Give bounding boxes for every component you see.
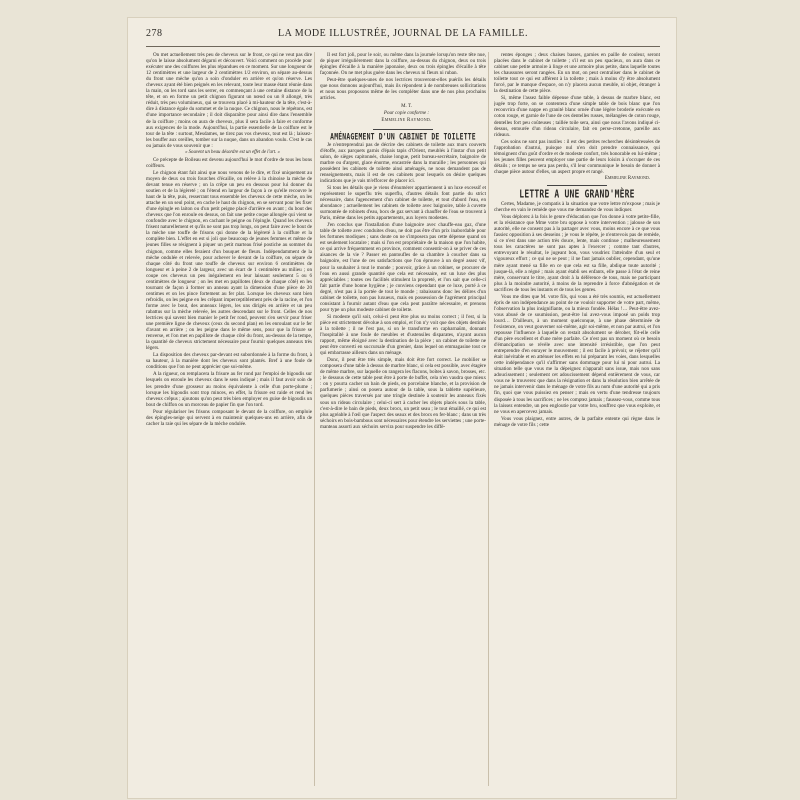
page-header: [146, 28, 660, 44]
column-left: [146, 52, 312, 786]
certified-copy-name: Emmeline Raymond.: [381, 118, 432, 124]
paragraph: Si tous les détails que je viens d'énumérer appartiennent à un luxe excessif et représentent le superflu très superflu, d'autres détails font partie du strict nécessaire, dans l'agencement d'un cabinet de toilette, et tout d'abord l'eau, en abondance ; actuellement les cabinets de toilette avec baignoire, table à cuvette surmontée de robinets d'eau, bocs de gaz servant à chauffer de l'eau se trouvent à Paris, même dans les petits appartements, aux loyers modestes.: [320, 184, 486, 222]
author-initials: M. T.: [401, 104, 412, 110]
quotation: « Souvent un beau désordre est un effet de l'art. »: [185, 149, 280, 155]
paragraph: J'en conclus que l'installation d'une baignoire avec chauffe-eau gaz, d'une table de toilette avec conduites d'eau, ne doit pas être d'un prix inabordable pour les fortunes modiques ; sans doute on ne s'imposera pas cette dépense quand on est seulement locataire ; mais si l'on est propriétaire de la maison que l'on habite, ce qui arrive fréquemment en province, comment consentir-on à se priver de ces aisances de la vie ? Passer en pantoufles de sa chambre à coucher dans sa baignoire, est l'une de ces satisfactions que l'on éprouve à un degré assez vif, pour la souhaiter à tout le monde ; pouvoir, grâce à un robinet, se procurer de l'eau en aussi grande quantité que cela est nécessaire, est un luxe des plus appréciables ; toutes ces facilités stimulent la propreté, et l'on sait que celle-ci fait partie d'une bonne hygiène ; je conviens cependant que ce luxe, porté à ce degré, n'est pas à la portée de tout le monde ; rabaissons donc les délires d'un cabinet de toilette, non pas luxueux, mais en possession de l'agrément principal consistant à fournir autant d'eau que cela peut paraître nécessaire, et prenons pour type un plus modeste cabinet de toilette.: [320, 222, 486, 313]
newspaper-page: [128, 18, 676, 798]
paragraph: Pour régulariser les frisons composant le devant de la coiffure, on emploie des épingles-neige qui servent à en maintenir quelques-uns en arrière, afin de cacher la raie qui les sépare de la mèche ondulée.: [146, 408, 312, 427]
page-number: 278: [146, 28, 163, 39]
author-signature: Emmeline Raymond.: [604, 175, 650, 181]
section-title-cabinet: AMÉNAGEMENT D'UN CABINET DE TOILETTE: [330, 131, 476, 142]
column-middle: [320, 52, 486, 786]
section-divider: [547, 185, 607, 186]
paragraph: rentes éponges ; deux chaises basses, garnies en paille de couleur, seront placées dans le cabinet de toilette ; s'il est un peu spacieux, on aura dans ce cabinet une petite armoire à linge et une armoire plus petite, dans laquelle toutes les chaussures seront rangées. En un mot, on peut centraliser dans le cabinet de toilette tout ce qui est afférent à la toilette ; mais à moins d'y être absolument forcé, par le manque d'espace, on n'y placera aucun meuble, ni objet, étranger à la destination de cette pièce.: [494, 52, 660, 95]
section-title-letter: LETTRE A UNE GRAND'MÈRE: [519, 188, 635, 201]
journal-title: LA MODE ILLUSTRÉE, JOURNAL DE LA FAMILLE.: [278, 28, 528, 39]
paragraph: Le chignon étant fait ainsi que nous venons de le dire, et fixé uniquement au moyen de deux ou trois fourches d'écaille, on relève à la chinoise la mèche de devant tenue en réserve ; on la crêpe un peu en dessous pour lui donner du soutien et de la légèreté ; on l'étend en largeur de façon à ce qu'elle recouvre le haut de la tête, puis, resserrant tous ensemble les cheveux de cette mèche, on les attache en un seul point, en cache le haut du chignon, en se servant pour les fixer d'une épingle en laiton ou d'un petit peigne placé d'arrière en avant ; du bout des cheveux que l'on enroule en dessus, on fait une petite coque allongée qui vient se confondre avec le chignon, en cachant le peigne ou l'épingle. Quand les cheveux frisent naturellement et qu'ils ne sont pas trop longs, on peut faire avec le bout de la mèche une touffe de frisons qui donne de la légèreté à la coiffure et la complète bien. L'effet en est si joli que beaucoup de jeunes femmes et même de jeunes filles se résignent à piquer un petit marteau frisé postiche au sommet du chignon, comme elles feraient d'un bouquet de fleurs. Indépendamment de la mèche ondulée et relevée, pour achever le devant de la coiffure, on sépare de chaque côté du front une touffe de cheveux sur environ 6 centimètres de longueur et à peine 2 de largeur, avec un écart de 1 centimètre au milieu ; on coupe ces cheveux un peu inégalement en leur laissant seulement 5 ou 6 centimètres de longueur ; on les met en papillotes (deux de chaque côté) en les tournant de façon à former un anneau ayant la dimension d'une pièce de 20 centimes et on les pince fortement au fer plat. Lorsque les cheveux sont bien refroidis, on les peigne en les crêpant imperceptiblement près de la racine, et l'on forme avec le bout, des anneaux légers, les uns dirigés en arrière et un peu rabattus sur la mèche relevée, les autres descendant sur le front. Celles de nos lectrices qui savent bien manier le petit fer rond, peuvent s'en servir pour friser une première ligne de cheveux (ceux du second plan) en les enroulant sur le fer d'avant en arrière ; on les peigne dans le même sens, pour que la frisure se renverse, et l'on met en papillote de chaque côté du front, au-dessus de la tempe, la quantité de cheveux strictement nécessaire pour fournir quelques anneaux très légers.: [146, 169, 312, 352]
paragraph: Donc, il peut être très simple, mais doit être fort correct. Le mobilier se composera d'une table à dessus de marbre blanc, si cela est possible, avec étagère de même marbre, sur laquelle on rangera les flacons, boîtes à savon, brosses, etc. ; le dessous de cette table peut être à porte de buffet, cela n'en vaudra que mieux : on y pourra cacher un bain de pieds, en porcelaine blanche, et la provision de parfumerie ; ainsi on posera autour de la table, sous la tablette supérieure, quelques pièces traversés par une tringle destinée à soutenir les anneaux fixés sous un rideau circulaire ; celui-ci sert à cacher les objets placés sous la table, c'est-à-dire le bain de pieds, deux brocs, un petit seau ; le tout émaillé, ce qui est plus agréable à l'œil que l'aspect des seaux et des brocs en fer-blanc ; dans un très séchoirs en bois-bambous sont nécessaires pour étendre les serviettes ; une porte-manteau assorti aux séchoirs servira pour suspendre les diffé-: [320, 357, 486, 430]
paragraph: La disposition des cheveux par-devant est subordonnée à la forme du front, à sa hauteur, à la manière dont les cheveux sont plantés. Bref à une foule de conditions que l'on ne peut apprécier que soi-même.: [146, 352, 312, 371]
paragraph: Vous déplorez à la fois le genre d'éducation que l'on donne à votre petite-fille, et la résistance que Mme votre bru oppose à votre intervention ; jalouse de son autorité, elle ne consent pas à la partager avec vous, moins encore à ce que vous fassiez opposition à ses desseins ; je vous le répète, je n'entrevois pas de remède, si ce n'est dans une action très douce, lente, mais continue ; malheureusement tous les caractères ne sont pas aptes à l'exercer ; comme tant d'autres, entrevoyant le résultat, le jugeant bon, vous voudriez l'atteindre d'un seul et vigoureux effort ; ce qui ne se peut ; il ne faut jamais oublier, cependant, qu'une mère ayant mené sa fille en ce que cela est sa fille, abdique toute autorité ; jusque-là, elle a régné ; mais ayant établi ses enfants, elle passe à l'état de reine mère, conservant le titre, ayant droit à la déférence de tous, mais ne participant plus à la moindre autorité, à moins de la reprendre à force d'abnégation et de sacrifices de tous les instants et de tous les genres.: [494, 214, 660, 293]
paragraph: Vous me dites que M. votre fils, qui vous a été très soumis, est actuellement épris de son indépendance au point de ne vouloir supporter de votre part, même, l'observation la plus insignifiante, ou la mieux fondée. Hélas !… Peut-être avez-vous abusé de ce soumission, peut-être lui avez-vous imposé un poids trop lourd… D'ailleurs, à un moment quelconque, à une phase déterminée de l'existence, on veut gouverner soi-même, agir soi-même, et non par autrui, et l'on repousse l'influence à laquelle on restait absolument se dérober, fût-elle celle d'un père excellent et d'une mère parfaite. Ce n'est pas un moment où ce besoin d'émancipation se révèle avec une intensité irrésistible, que l'on peut entreprendre d'en enrayer le mouvement ; il est facile à prévoir, se réjetter qu'il était inévitable et en atténuer les effets en lui préparant les voies, dans lesquelles cette indépendance qu'il s'affirmer sans dommage pour lui ni pour autrui. La situation telle que vous me la dépeignez n'apparaît sans issue, mais non sans adoucissement ; seulement cet adoucissement dépend entièrement de vous, car vous ne le trouverez que dans la résignation et dans la résolution bien arrêtée de ne jamais intervenir dans le ménage de votre fils au nom d'une autorité qui a pris fin, quoi que vous puissiez en penser ; mais en vertu d'une tendresse toujours disposée à tous les sacrifices ; ne les comptez jamais ; faussez-vous, comme tous la laissez entendre, un peu engloutie par votre bru, souffrez que vous exploite, et ne vous en apercevez jamais.: [494, 293, 660, 415]
paragraph: Certes, Madame, je compatis à la situation que votre lettre m'expose ; mais je cherche en vain le remède que vous me demandez de vous indiquer.: [494, 201, 660, 214]
paragraph: Si modeste qu'il soit, celui-ci peut être plus ou moins correct ; il l'est, si la pièce est strictement dévolue à son emploi, et l'on n'y voit que des objets destinés à la toilette ; il ne l'est pas, si on le transforme en capharnaüm, donnant l'hospitalité à une foule de meubles et d'ustensiles disparates, n'ayant aucun rapport, même éloigné avec la destination de la pièce ; un cabinet de toilette ne peut être converti en succursale d'un grenier, dans lequel on emmagasine tout ce qui embarrasse ailleurs dans un ménage.: [320, 313, 486, 357]
section-divider: [373, 129, 433, 130]
header-rule: [146, 46, 660, 47]
certified-copy-label: Pour copie conforme :: [383, 111, 430, 117]
column-separator: [488, 52, 489, 786]
column-right: [494, 52, 660, 786]
paragraph: Peut-être quelques-unes de nos lectrices trouveront-elles puérils les détails que nous donnons aujourd'hui, mais ils répondent à de nombreuses sollicitations et nous nous proposons même de les compléter dans une de nos plus prochains articles.: [320, 77, 486, 102]
paragraph: On met actuellement très peu de cheveux sur le front, ce qui ne veut pas dire qu'on le laisse absolument dégarni et découvert. Voici comment on procède pour exécuter une des coiffures les plus répandues en ce moment. Sur une longueur de 12 centimètres et une largeur de 2 centimètres 1/2 environ, on sépare au-dessus du front une mèche qu'on a soin d'onduler en arrière et qu'on réserve. Les cheveux ayant été bien peignés en les relevant, toute leur masse étant réunie dans la main, on les tord sans les serrer, en commençant à une certaine distance de la tête, et on en forme un petit chignon figurant un nœud ou un 8 allongé, très réduit, très peu volumineux, qui se trouvera placé à mi-hauteur de la tête, c'est-à-dire à distance égale du sommet et de la nuque. Ce chignon, nous le répétons, est d'une importance secondaire ; il doit disparaître pour ainsi dire dans l'ensemble de la coiffure ; moins on aura de cheveux, plus il sera facile à faire et conforme aux exigences de la mode. Aujourd'hui, la partie essentielle de la coiffure est le tour de la tête : surtout, Mesdames, ne tirez pas vos cheveux, tout est là ; laissez-les bouffer aux oreilles, tomber sur la nuque, dans un abandon voulu. C'est le cas ou jamais de vous souvenir que :: [146, 52, 312, 149]
paragraph: Je n'entreprendrai pas de décrire des cabinets de toilette aux murs couverts d'étoffe, aux parquets garnis d'épais tapis d'Orient, meublés à l'instar d'un petit salon, de sièges capitonnés, chaise longue, petit bureau-secrétaire, baignoire de marbre ou d'argent, glace énorme, encastrée dans la muraille ; les personnes qui possèdent les cabinets de toilette ainsi aménagés, ne nous demandent pas de renseignements, mais il est de ces cabinets pour lesquels on désire quelques indications que je vais m'efforcer de placer ici.: [320, 141, 486, 184]
paragraph: Il est fort joli, pour le soir, ou même dans la journée lorsqu'on reste tête nue, de piquer irrégulièrement dans la coiffure, au-dessus du chignon, deux ou trois épingles d'écaille à la manière japonaise, deux ou trois épingles d'écaille à tête façonnée. On ne met plus guère dans les cheveux ni fleurs ni ruban.: [320, 52, 486, 77]
signature-block: [320, 104, 486, 124]
paragraph: Si, même l'assez faible dépense d'une table, à dessus de marbre blanc, est jugée trop forte, on se contentera d'une simple table de bois blanc que l'on recouvrira d'une nappe en granité blanc ornée d'une légère broderie exécutée en coton rouge, et garnie de l'une de ces dentelles russes, mélangées de coton rouge, dentelles fort peu coûteuses ; taillée toile sera, ainsi que nous l'avons indiqué ci-dessus, entourée d'un rideau circulaire, fait en perse-cretonne, pareille aux rideaux.: [494, 95, 660, 138]
paragraph: A la rigueur, on remplacera la frisure au fer rond par l'emploi de bigoudis sur lesquels on enroule les cheveux dans le sens indiqué ; mais il faut avoir soin de les prendre d'une grosseur au moins équivalente à celle d'un porte-plume ; lorsque les bigoudis sont trop minces, en effet, la frisure est raide et rend les cheveux crêpus ; ajoutons qu'on peut très bien employer en guise de bigoudis un bout de chiffon ou un morceau de papier fin que l'on tord.: [146, 371, 312, 408]
paragraph: Ce précepte de Boileau est devenu aujourd'hui le mot d'ordre de tous les bons coiffeurs.: [146, 156, 312, 169]
column-separator: [314, 52, 315, 786]
paragraph: Ces soins ne sont pas inutiles : il est des petites recherches désintéressées de l'approbation d'autrui, puisque nul n'en doit prendre connaissance, qui témoignent d'un goût d'ordre et de modeste confort, très honorable en lui-même ; les jeunes filles peuvent employer une partie de leurs loisirs à s'occuper de ces détails ; ce temps ne sera pas perdu, s'il leur communique le besoin de donner à chaque pièce autour d'elles, un aspect propre et rangé.: [494, 138, 660, 175]
paragraph: Vous vous plaignez, entre autres, de la parfaite entente qui règne dans le ménage de votre fils ; cette: [494, 415, 660, 428]
